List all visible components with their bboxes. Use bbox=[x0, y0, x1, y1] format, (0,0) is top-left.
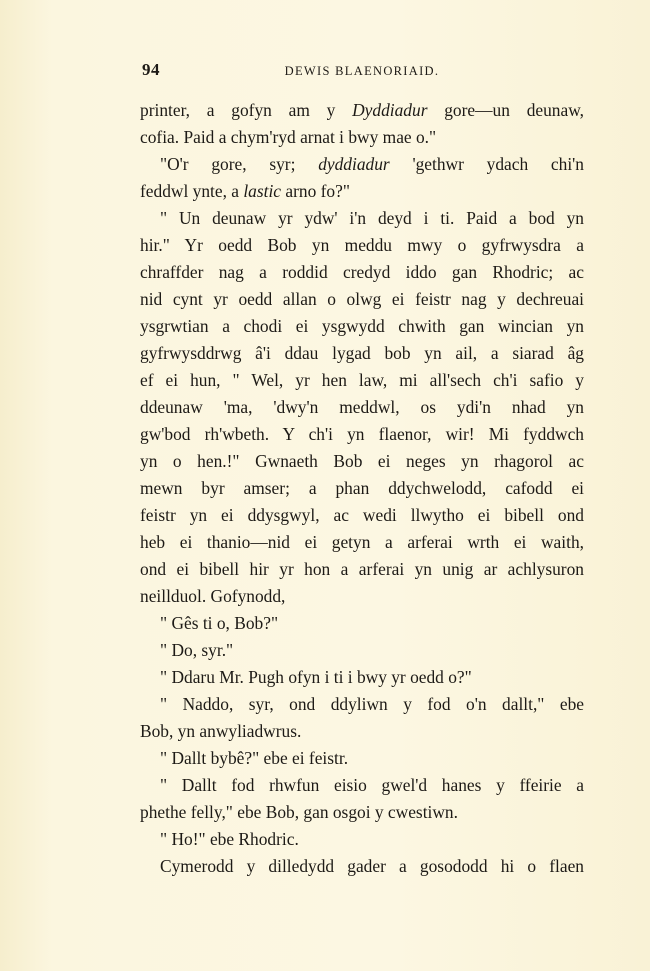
text-segment: gw'bod rh'wbeth. Y ch'i yn flaenor, wir! Mi fyddwch bbox=[140, 424, 584, 444]
text-line bbox=[140, 664, 584, 691]
text-segment: " Dallt fod rhwfun eisio gwel'd hanes y ffeirie a bbox=[160, 775, 584, 795]
page-number: 94 bbox=[142, 60, 160, 79]
italic-text: lastic bbox=[243, 181, 282, 201]
text-segment: mewn byr amser; a phan ddychwelodd, cafodd ei bbox=[140, 478, 584, 498]
text-segment: " Un deunaw yr ydw' i'n deyd i ti. Paid a bod yn bbox=[160, 208, 584, 228]
text-segment: chraffder nag a roddid credyd iddo gan Rhodric; ac bbox=[140, 262, 584, 282]
running-head: DEWIS BLAENORIAID. bbox=[284, 64, 440, 78]
text-line bbox=[140, 718, 584, 745]
italic-text: dyddiadur bbox=[318, 154, 390, 174]
text-line bbox=[140, 691, 584, 718]
text-line bbox=[140, 475, 584, 502]
text-segment: 'gethwr ydach chi'n bbox=[389, 154, 584, 174]
text-segment: " Ddaru Mr. Pugh ofyn i ti i bwy yr oedd o?" bbox=[160, 667, 472, 687]
text-line bbox=[140, 826, 584, 853]
text-line bbox=[140, 583, 584, 610]
text-line bbox=[140, 286, 584, 313]
text-segment: ysgrwtian a chodi ei ysgwydd chwith gan wincian yn bbox=[140, 316, 584, 336]
text-line bbox=[140, 340, 584, 367]
text-line bbox=[140, 97, 584, 124]
text-segment: " Naddo, syr, ond ddyliwn y fod o'n dallt," ebe bbox=[160, 694, 584, 714]
text-segment: gyfrwysddrwg â'i ddau lygad bob yn ail, a siarad âg bbox=[140, 343, 584, 363]
text-line bbox=[140, 178, 584, 205]
text-line bbox=[140, 772, 584, 799]
text-line bbox=[140, 259, 584, 286]
text-segment: neillduol. Gofynodd, bbox=[140, 586, 286, 606]
text-segment: yn o hen.!" Gwnaeth Bob ei neges yn rhagorol ac bbox=[140, 451, 584, 471]
text-line bbox=[140, 502, 584, 529]
text-line bbox=[140, 448, 584, 475]
text-segment: nid cynt yr oedd allan o olwg ei feistr nag y dechreuai bbox=[140, 289, 584, 309]
text-segment: ddeunaw 'ma, 'dwy'n meddwl, os ydi'n nhad yn bbox=[140, 397, 584, 417]
text-segment: " Do, syr." bbox=[160, 640, 234, 660]
text-segment: Bob, yn anwyliadwrus. bbox=[140, 721, 302, 741]
text-segment: "O'r gore, syr; bbox=[160, 154, 319, 174]
text-segment: " Ho!" ebe Rhodric. bbox=[160, 829, 299, 849]
text-line bbox=[140, 610, 584, 637]
text-line bbox=[140, 205, 584, 232]
text-segment: cofia. Paid a chym'ryd arnat i bwy mae o." bbox=[140, 127, 437, 147]
text-line bbox=[140, 232, 584, 259]
text-line bbox=[140, 745, 584, 772]
text-line bbox=[140, 421, 584, 448]
text-line bbox=[140, 313, 584, 340]
text-line bbox=[140, 853, 584, 880]
text-line bbox=[140, 799, 584, 826]
text-line bbox=[140, 151, 584, 178]
text-segment: ond ei bibell hir yr hon a arferai yn unig ar achlysuron bbox=[140, 559, 584, 579]
text-line bbox=[140, 556, 584, 583]
text-line bbox=[140, 124, 584, 151]
text-segment: feistr yn ei ddysgwyl, ac wedi llwytho ei bibell ond bbox=[140, 505, 584, 525]
text-line bbox=[140, 367, 584, 394]
text-segment: Cymerodd y dilledydd gader a gosododd hi o flaen bbox=[160, 856, 584, 876]
text-segment: feddwl ynte, a bbox=[140, 181, 244, 201]
text-line bbox=[140, 637, 584, 664]
text-segment: ef ei hun, " Wel, yr hen law, mi all'sech ch'i safio y bbox=[140, 370, 584, 390]
body-text bbox=[140, 97, 584, 880]
text-segment: heb ei thanio—nid ei getyn a arferai wrth ei waith, bbox=[140, 532, 584, 552]
text-segment: hir." Yr oedd Bob yn meddu mwy o gyfrwysdra a bbox=[140, 235, 584, 255]
text-segment: " Dallt bybê?" ebe ei feistr. bbox=[160, 748, 349, 768]
text-line bbox=[140, 529, 584, 556]
text-segment: gore—un deunaw, bbox=[427, 100, 584, 120]
text-segment: " Gês ti o, Bob?" bbox=[160, 613, 279, 633]
text-line bbox=[140, 394, 584, 421]
italic-text: Dyddiadur bbox=[352, 100, 428, 120]
page-header bbox=[140, 60, 584, 84]
text-segment: phethe felly," ebe Bob, gan osgoi y cwestiwn. bbox=[140, 802, 458, 822]
text-segment: printer, a gofyn am y bbox=[140, 100, 353, 120]
text-segment: arno fo?" bbox=[281, 181, 350, 201]
